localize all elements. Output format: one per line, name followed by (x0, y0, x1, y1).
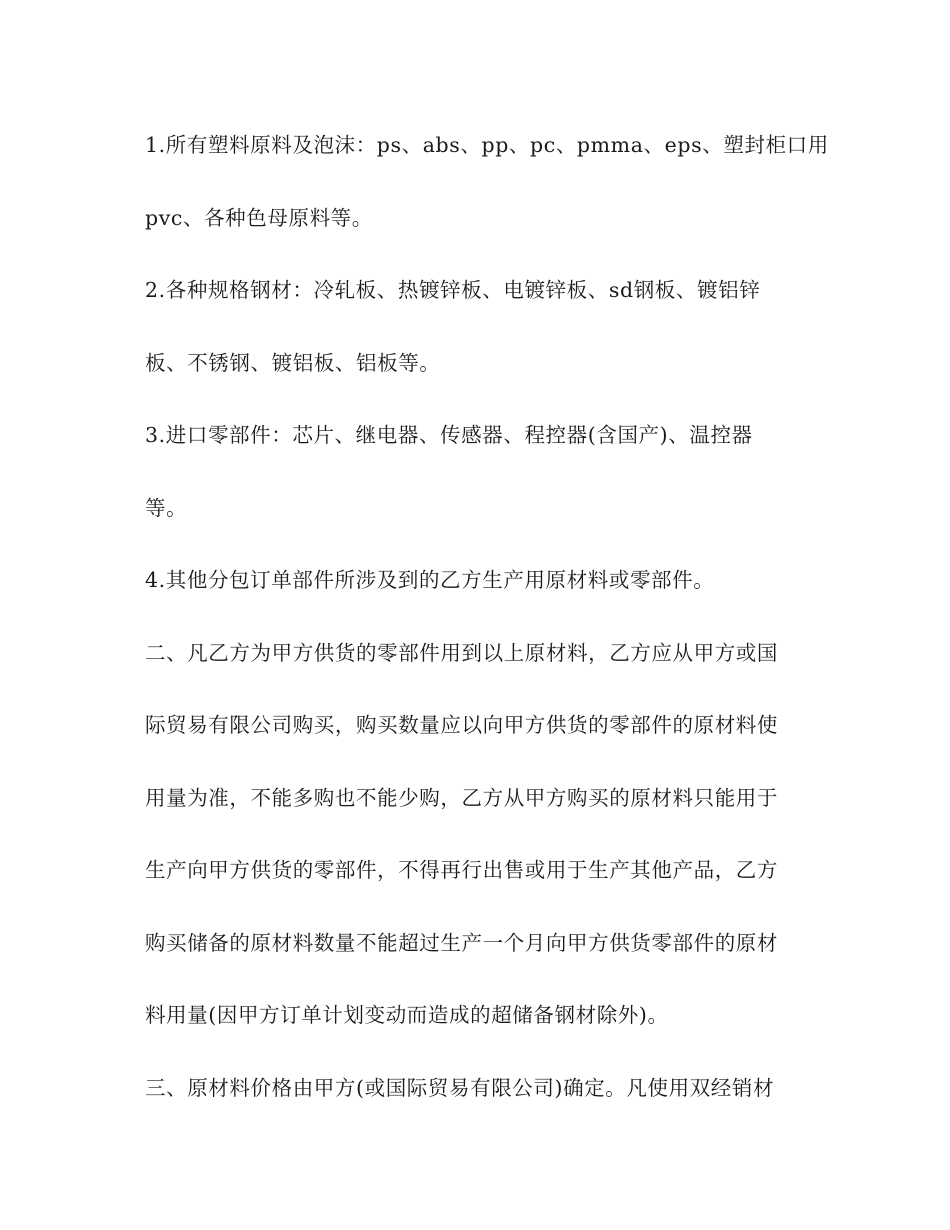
text-line-4: 板、不锈钢、镀铝板、铝板等。 (145, 351, 441, 375)
text-line-11: 生产向甲方供货的零部件，不得再行出售或用于生产其他产品，乙方 (145, 858, 778, 882)
text-line-2: pvc、各种色母原料等。 (145, 206, 373, 230)
text-line-7: 4.其他分包订单部件所涉及到的乙方生产用原材料或零部件。 (145, 568, 715, 592)
text-line-1: 1.所有塑料原料及泡沫：ps、abs、pp、pc、pmma、eps、塑封柜口用 (145, 133, 829, 157)
text-line-3: 2.各种规格钢材：冷轧板、热镀锌板、电镀锌板、sd钢板、镀铝锌 (145, 278, 761, 302)
text-line-14: 三、原材料价格由甲方(或国际贸易有限公司)确定。凡使用双经销材 (145, 1076, 775, 1100)
text-line-12: 购买储备的原材料数量不能超过生产一个月向甲方供货零部件的原材 (145, 931, 778, 955)
text-line-5: 3.进口零部件：芯片、继电器、传感器、程控器(含国产)、温控器 (145, 423, 753, 447)
text-line-8: 二、凡乙方为甲方供货的零部件用到以上原材料，乙方应从甲方或国 (145, 641, 778, 665)
text-line-9: 际贸易有限公司购买，购买数量应以向甲方供货的零部件的原材料使 (145, 713, 778, 737)
text-line-6: 等。 (145, 496, 188, 520)
text-line-13: 料用量(因甲方订单计划变动而造成的超储备钢材除外)。 (145, 1003, 669, 1027)
text-line-10: 用量为准，不能多购也不能少购，乙方从甲方购买的原材料只能用于 (145, 786, 778, 810)
